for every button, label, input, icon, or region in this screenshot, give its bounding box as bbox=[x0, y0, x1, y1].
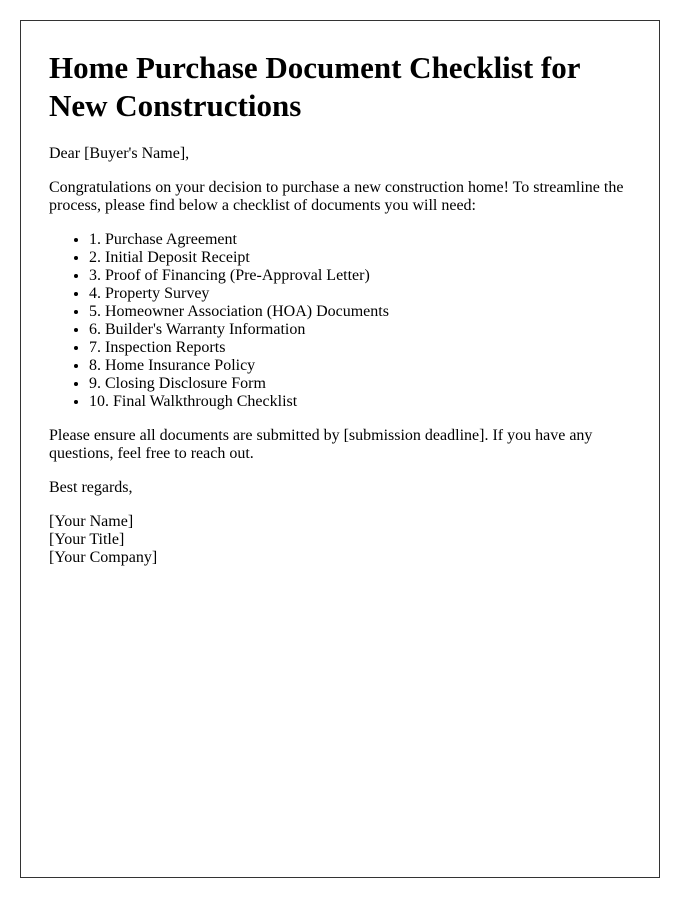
greeting: Dear [Buyer's Name], bbox=[49, 145, 190, 162]
checklist-item: • 5. Homeowner Association (HOA) Documents bbox=[89, 303, 639, 321]
intro-paragraph: Congratulations on your decision to purchase a new construction home! To streamline the process, please find below a checklist of documents you will need: bbox=[49, 179, 624, 214]
signature-name: [Your Name] bbox=[49, 513, 134, 530]
signature-company: [Your Company] bbox=[49, 549, 158, 566]
checklist-item: • 4. Property Survey bbox=[89, 285, 639, 303]
checklist-item: • 6. Builder's Warranty Information bbox=[89, 321, 639, 339]
checklist-item: • 7. Inspection Reports bbox=[89, 339, 639, 357]
document-checklist bbox=[49, 231, 639, 411]
checklist-item: • 10. Final Walkthrough Checklist bbox=[89, 393, 639, 411]
letter-content bbox=[49, 49, 639, 567]
signature-block bbox=[49, 513, 639, 567]
signature-title: [Your Title] bbox=[49, 531, 125, 548]
letter-page bbox=[20, 20, 660, 878]
checklist-item: • 8. Home Insurance Policy bbox=[89, 357, 639, 375]
checklist-item: • 3. Proof of Financing (Pre-Approval Letter) bbox=[89, 267, 639, 285]
sign-off: Best regards, bbox=[49, 479, 133, 496]
checklist-item: • 9. Closing Disclosure Form bbox=[89, 375, 639, 393]
closing-note: Please ensure all documents are submitted by [submission deadline]. If you have any questions, feel free to reach out. bbox=[49, 427, 593, 462]
checklist-item: • 1. Purchase Agreement bbox=[89, 231, 639, 249]
checklist-item: • 2. Initial Deposit Receipt bbox=[89, 249, 639, 267]
letter-title: Home Purchase Document Checklist for New Constructions bbox=[49, 50, 580, 123]
